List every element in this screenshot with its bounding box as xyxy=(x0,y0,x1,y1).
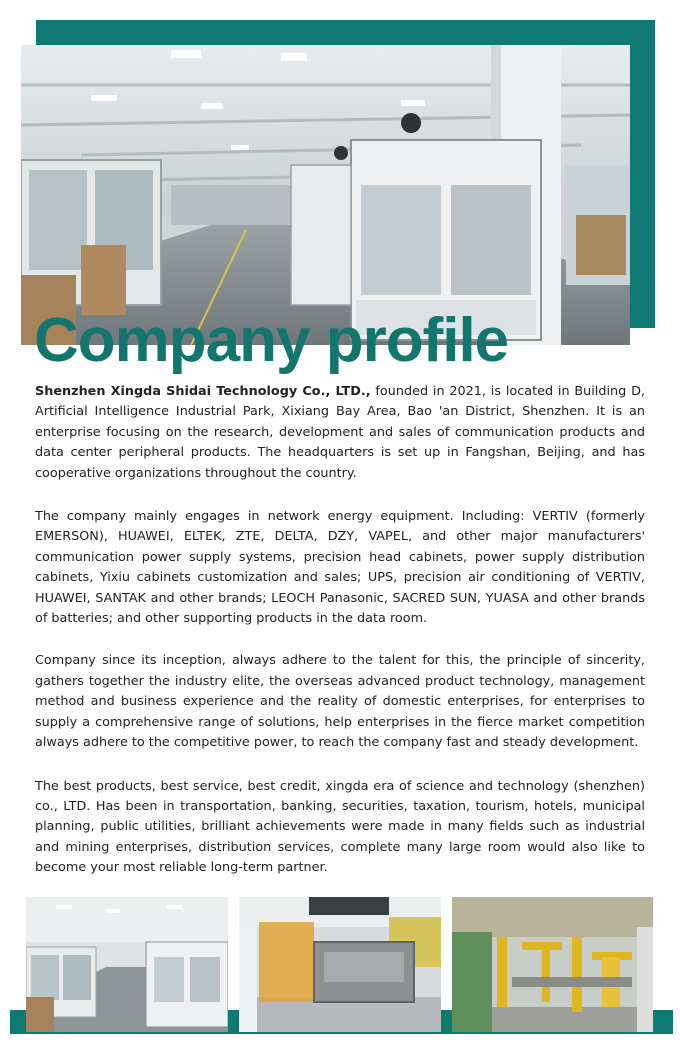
paragraph-achievements: The best products, best service, best credit, xingda era of science and technology (shenzhen) co., LTD. Has been in transportation, banking, securities, taxation, tourism, hotels, municipal planning, public utilities, brilliant achievements were made in many fields such as industrial and mining enterprises, distribution services, complete many large room would also like to become your most reliable long-term partner. xyxy=(35,778,645,876)
paragraph-philosophy: Company since its inception, always adhere to the talent for this, the principle of sincerity, gathers together the industry elite, the overseas advanced product technology, management method and business experience and the reality of domestic enterprises, for enterprises to supply a comprehensive range of solutions, help enterprises in the fierce market competition always adhere to the competitive power, to reach the company fast and steady development. xyxy=(35,653,645,751)
paragraph-business: The company mainly engages in network energy equipment. Including: VERTIV (formerly EMERSON), HUAWEI, ELTEK, ZTE, DELTA, DZY, VAPEL, and other major manufacturers' communication power supply systems, precision head cabinets, power supply distribution cabinets, Yixiu cabinets customization and sales; UPS, precision air conditioning of VERTIV, HUAWEI, SANTAK and other brands; LEOCH Panasonic, SACRED SUN, YUASA and other brands of batteries; and other supporting products in the data room. xyxy=(35,509,645,627)
paragraph-intro-text: founded in 2021, is located in Building D, Artificial Intelligence Industrial Park, Xixiang Bay Area, Bao 'an District, Shenzhen. It is an enterprise focusing on the research, development and sales of communication products and data center peripheral products. The headquarters is set up in Fangshan, Beijing, and has cooperative organizations throughout the country. xyxy=(35,384,645,481)
company-name: Shenzhen Xingda Shidai Technology Co., LTD., xyxy=(35,384,371,399)
page-title: Company profile xyxy=(34,306,509,375)
hero-warehouse-photo xyxy=(21,45,630,345)
profile-text xyxy=(35,382,645,901)
paragraph-intro xyxy=(35,382,645,484)
gallery-photo-warehouse xyxy=(26,897,228,1032)
gallery-photo-workshop xyxy=(239,897,441,1032)
gallery-photo-production-line xyxy=(452,897,653,1032)
